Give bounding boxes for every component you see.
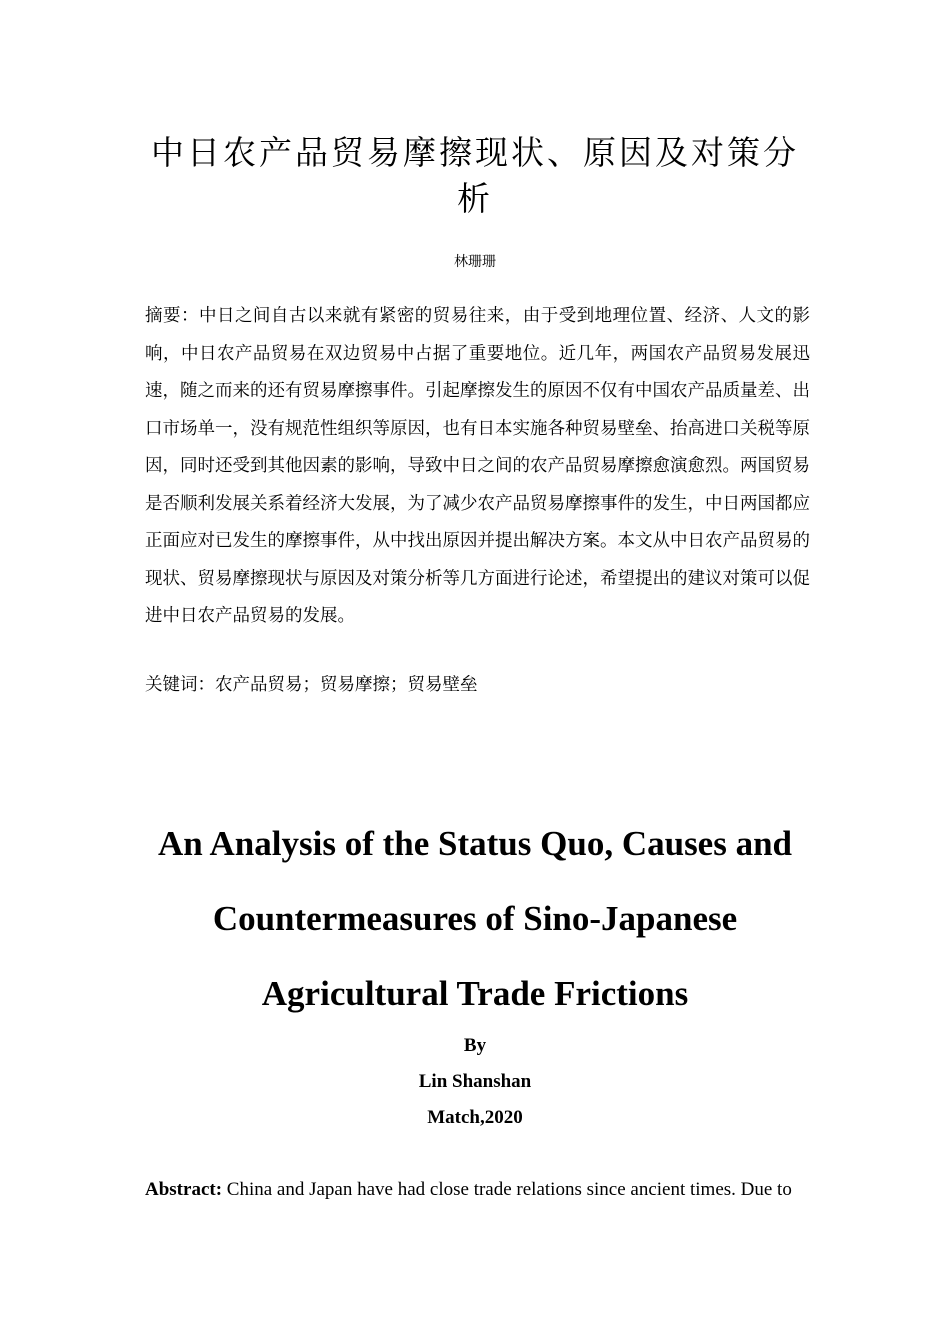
english-title-line-2: Countermeasures of Sino-Japanese xyxy=(212,899,738,938)
english-by-line: By xyxy=(463,1035,487,1056)
english-abstract-text: China and Japan have had close trade relations since ancient times. Due to xyxy=(222,1179,792,1200)
english-date: Match,2020 xyxy=(427,1107,523,1128)
english-title-line-1: An Analysis of the Status Quo, Causes and xyxy=(157,824,793,863)
chinese-keywords-text: 农产品贸易；贸易摩擦；贸易壁垒 xyxy=(215,675,478,695)
chinese-title-line-2: 析 xyxy=(457,179,493,218)
english-title-line-3: Agricultural Trade Frictions xyxy=(261,974,689,1013)
english-title xyxy=(120,806,830,1031)
chinese-keywords-label: 关键词： xyxy=(145,675,215,695)
chinese-title-line-1: 中日农产品贸易摩擦现状、原因及对策分 xyxy=(151,133,799,172)
chinese-keywords xyxy=(145,667,810,704)
chinese-author: 林珊珊 xyxy=(454,254,496,270)
chinese-abstract-text: 中日之间自古以来就有紧密的贸易往来，由于受到地理位置、经济、人文的影响，中日农产品贸易在双边贸易中占据了重要地位。近几年，两国农产品贸易发展迅速，随之而来的还有贸易摩擦事件。引起摩擦发生的原因不仅有中国农产品质量差、出口市场单一，没有规范性组织等原因，也有日本实施各种贸易壁垒、抬高进口关税等原因，同时还受到其他因素的影响，导致中日之间的农产品贸易摩擦愈演愈烈。两国贸易是否顺利发展关系着经济大发展，为了减少农产品贸易摩擦事件的发生，中日两国都应正面应对已发生的摩擦事件，从中找出原因并提出解决方案。本文从中日农产品贸易的现状、贸易摩擦现状与原因及对策分析等几方面进行论述，希望提出的建议对策可以促进中日农产品贸易的发展。 xyxy=(145,306,811,626)
chinese-abstract-label: 摘要： xyxy=(145,306,199,326)
english-abstract xyxy=(145,1178,810,1202)
chinese-title xyxy=(145,130,805,222)
english-author: Lin Shanshan xyxy=(418,1071,532,1092)
chinese-abstract xyxy=(145,298,810,636)
english-abstract-label: Abstract: xyxy=(145,1179,223,1200)
